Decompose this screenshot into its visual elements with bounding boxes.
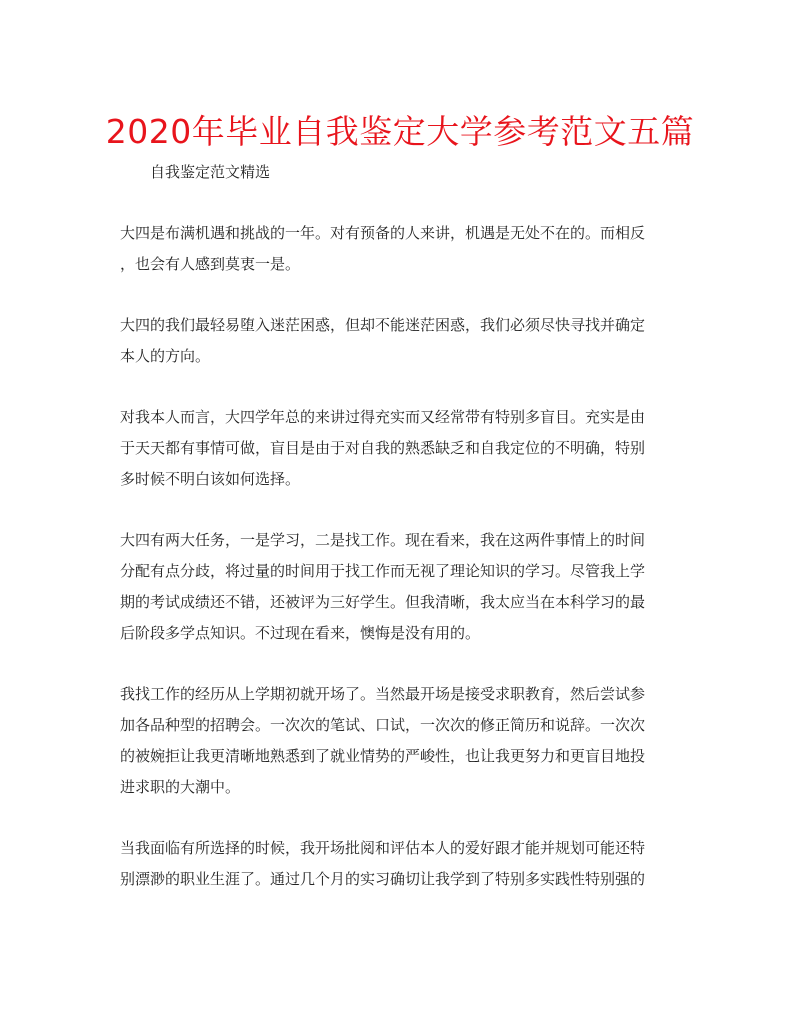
paragraph-line: 加各品种型的招聘会。一次次的笔试、口试，一次次的修正简历和说辞。一次次 (120, 716, 646, 734)
paragraph-line: 大四有两大任务，一是学习，二是找工作。现在看来，我在这两件事情上的时间 (120, 531, 646, 549)
paragraph-3 (120, 402, 680, 495)
paragraph-5 (120, 679, 680, 803)
paragraph-4 (120, 525, 680, 649)
paragraph-line: ，也会有人感到莫衷一是。 (120, 255, 301, 273)
paragraph-line: 于天天都有事情可做，盲目是由于对自我的熟悉缺乏和自我定位的不明确，特别 (120, 439, 646, 457)
paragraph-line: 进求职的大潮中。 (120, 778, 241, 796)
paragraph-2 (120, 310, 680, 372)
paragraph-line: 期的考试成绩还不错，还被评为三好学生。但我清晰，我太应当在本科学习的最 (120, 593, 646, 611)
document-title: 2020年毕业自我鉴定大学参考范文五篇 (105, 112, 695, 151)
paragraph-line: 别漂渺的职业生涯了。通过几个月的实习确切让我学到了特别多实践性特别强的 (120, 870, 646, 888)
paragraph-line: 大四的我们最轻易堕入迷茫困惑，但却不能迷茫困惑，我们必须尽快寻找并确定 (120, 316, 646, 334)
paragraph-line: 对我本人而言，大四学年总的来讲过得充实而又经常带有特别多盲目。充实是由 (120, 408, 646, 426)
paragraph-1 (120, 218, 680, 280)
paragraph-line: 当我面临有所选择的时候，我开场批阅和评估本人的爱好跟才能并规划可能还特 (120, 839, 646, 857)
paragraph-line: 我找工作的经历从上学期初就开场了。当然最开场是接受求职教育，然后尝试参 (120, 685, 646, 703)
paragraph-line: 分配有点分歧，将过量的时间用于找工作而无视了理论知识的学习。尽管我上学 (120, 562, 646, 580)
paragraph-6 (120, 833, 680, 895)
document-subtitle: 自我鉴定范文精选 (150, 163, 271, 181)
paragraph-line: 后阶段多学点知识。不过现在看来，懊悔是没有用的。 (120, 624, 481, 642)
paragraph-line: 的被婉拒让我更清晰地熟悉到了就业情势的严峻性，也让我更努力和更盲目地投 (120, 747, 646, 765)
paragraph-line: 大四是布满机遇和挑战的一年。对有预备的人来讲，机遇是无处不在的。而相反 (120, 224, 646, 242)
document-body (120, 218, 680, 925)
paragraph-line: 本人的方向。 (120, 347, 211, 365)
paragraph-line: 多时候不明白该如何选择。 (120, 470, 301, 488)
